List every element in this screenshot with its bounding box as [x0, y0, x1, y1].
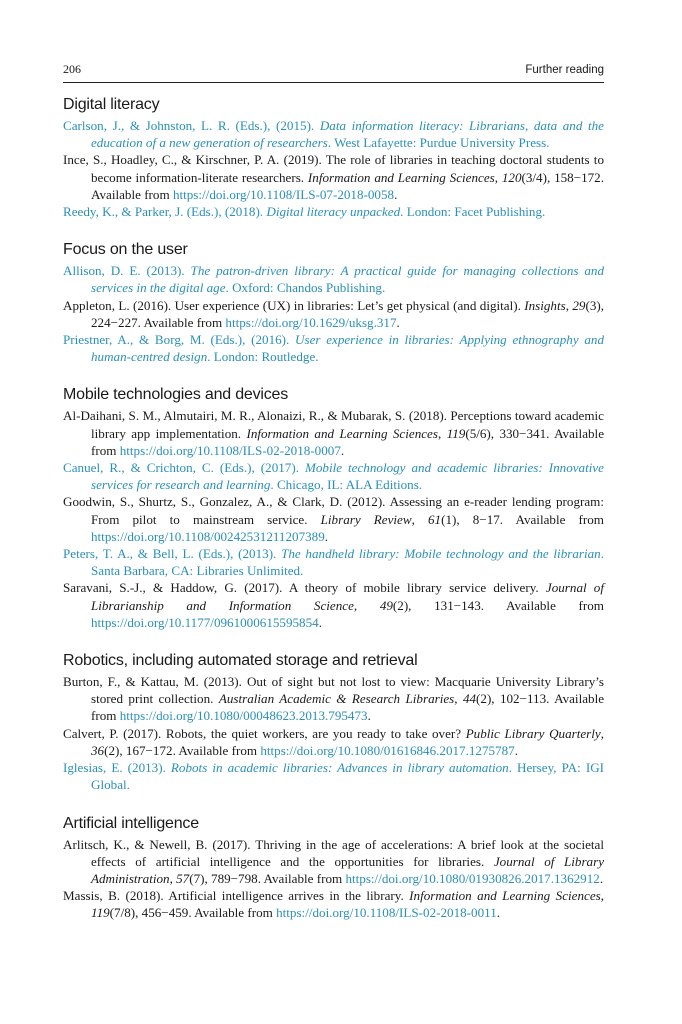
- reference-citation: Al-Daihani, S. M., Almutairi, M. R., Alonaizi, R., & Mubarak, S. (2018). Perceptions toward academic library app implementation.: [63, 408, 604, 441]
- reference-authors: Allison, D. E. (2013).: [63, 263, 191, 279]
- doi-link[interactable]: https://doi.org/10.1629/uksg.317: [225, 314, 397, 330]
- reference-volume: 36: [91, 742, 105, 758]
- reference-entry-link[interactable]: [63, 331, 604, 365]
- doi-link[interactable]: https://doi.org/10.1080/00048623.2013.795473: [119, 708, 368, 724]
- reference-volume: 29: [572, 297, 586, 313]
- reference-entry-link[interactable]: [63, 459, 604, 493]
- reference-end: .: [394, 186, 398, 202]
- section: [63, 385, 604, 631]
- reference-volume: 49: [379, 597, 393, 613]
- reference-citation: Arlitsch, K., & Newell, B. (2017). Thriving in the age of accelerations: A brief look at the societal effects of artificial intelligence and the opportunities for libraries.: [63, 836, 604, 869]
- reference-title: The handheld library: Mobile technology and the librarian: [281, 546, 601, 562]
- reference-end: .: [599, 870, 604, 886]
- reference-title: Robots in academic libraries: Advances in library automation: [170, 760, 509, 776]
- doi-link[interactable]: https://doi.org/10.1108/ILS-02-2018-0011: [276, 905, 497, 921]
- section: [63, 95, 604, 220]
- reference-citation: Appleton, L. (2016). User experience (UX) in libraries: Let’s get physical (and digital).: [63, 297, 525, 313]
- reference-entry-link[interactable]: [63, 117, 604, 151]
- reference-publisher: . Santa Barbara, CA: Libraries Unlimited.: [91, 546, 604, 579]
- reference-citation: Saravani, S.-J., & Haddow, G. (2017). A theory of mobile library service delivery.: [63, 580, 546, 596]
- doi-link[interactable]: https://doi.org/10.1108/ILS-02-2018-0007: [119, 442, 341, 458]
- reference-journal: Information and Learning Sciences: [409, 888, 601, 904]
- reference-volume: 61: [428, 511, 442, 527]
- reference-journal: Information and Learning Sciences: [246, 425, 438, 441]
- reference-entry: Appleton, L. (2016). User experience (UX) in libraries: Let’s get physical (and digital). Insights, 29(3), 224−227. Available from https://doi.org/10.1629/uksg.317.: [63, 297, 604, 330]
- reference-pages: (2), 167−172. Available from: [104, 742, 261, 758]
- doi-link[interactable]: https://doi.org/10.1080/01930826.2017.1362912: [345, 870, 600, 886]
- reference-journal: Journal of Library Administration: [91, 853, 604, 886]
- section-heading: Robotics, including automated storage and retrieval: [63, 652, 418, 670]
- reference-citation: Massis, B. (2018). Artificial intelligence arrives in the library.: [63, 888, 410, 904]
- section-heading: Artificial intelligence: [63, 814, 199, 832]
- reference-entry: Calvert, P. (2017). Robots, the quiet workers, are you ready to take over? Public Library Quarterly, 36(2), 167−172. Available from https://doi.org/10.1080/01616846.2017.1275787.: [63, 725, 605, 758]
- reference-entry: Saravani, S.-J., & Haddow, G. (2017). A theory of mobile library service delivery. Journal of Librarianship and Information Science, 49(2), 131−143. Available from https://doi.org/10.1177/0961000615595854.: [63, 580, 604, 630]
- reference-citation: Burton, F., & Kattau, M. (2013). Out of sight but not lost to view: Macquarie University Library’s stored print collection.: [63, 674, 604, 707]
- reference-pages: (2), 102−113. Available from: [91, 691, 605, 724]
- page-number: 206: [63, 62, 81, 76]
- reference-end: .: [496, 905, 501, 921]
- reference-journal: Insights: [524, 297, 566, 313]
- reference-entry: Burton, F., & Kattau, M. (2013). Out of sight but not lost to view: Macquarie University Library’s stored print collection. Australian Academic & Research Libraries, 44(2), 102−113. Available from https://doi.org/10.1080/00048623.2013.795473.: [63, 674, 605, 724]
- running-title: Further reading: [525, 64, 604, 76]
- reference-end: .: [367, 708, 371, 724]
- reference-journal: Journal of Librarianship and Information Science: [91, 580, 604, 613]
- reference-entry-link[interactable]: [63, 759, 604, 793]
- reference-title: User experience in libraries: Applying ethnography and human-centred design: [91, 332, 604, 365]
- section: [63, 814, 604, 922]
- doi-link[interactable]: https://doi.org/10.1108/ILS-07-2018-0058: [172, 186, 395, 202]
- reference-volume: 119: [91, 905, 110, 921]
- reference-volume: 119: [446, 425, 466, 441]
- reference-end: .: [340, 442, 345, 458]
- reference-volume: 57: [176, 870, 190, 886]
- reference-journal: Public Library Quarterly: [465, 725, 601, 741]
- reference-entry: Al-Daihani, S. M., Almutairi, M. R., Alonaizi, R., & Mubarak, S. (2018). Perceptions toward academic library app implementation. Information and Learning Sciences, 119(5/6), 330−341. Available from https://doi.org/10.1108/ILS-02-2018-0007.: [63, 408, 604, 458]
- reference-title: Digital literacy unpacked: [266, 204, 401, 220]
- reference-title: Mobile technology and academic libraries: Innovative services for research and learning: [91, 460, 604, 493]
- reference-entry-link[interactable]: [63, 545, 604, 579]
- reference-journal: Information and Learning Sciences: [307, 169, 495, 185]
- section: [63, 240, 604, 365]
- section-heading: Mobile technologies and devices: [63, 386, 289, 404]
- reference-pages: (1), 8−17. Available from: [441, 511, 604, 527]
- reference-authors: Carlson, J., & Johnston, L. R. (Eds.), (2015).: [63, 118, 320, 133]
- reference-title: Data information literacy: Librarians, data and the education of a new generation of researchers: [91, 118, 604, 151]
- reference-authors: Priestner, A., & Borg, M. (Eds.), (2016).: [63, 332, 296, 348]
- reference-publisher: . London: Routledge.: [207, 349, 319, 365]
- reference-pages: (3), 224−227. Available from: [91, 297, 604, 330]
- reference-journal: Library Review: [320, 511, 412, 527]
- reference-entry: Massis, B. (2018). Artificial intelligence arrives in the library. Information and Learning Sciences, 119(7/8), 456−459. Available from https://doi.org/10.1108/ILS-02-2018-0011.: [63, 888, 605, 921]
- reference-authors: Reedy, K., & Parker, J. (Eds.), (2018).: [63, 204, 267, 220]
- reference-title: The patron-driven library: A practical guide for managing collections and services in the digital age: [91, 263, 604, 296]
- page: [63, 62, 604, 922]
- reference-authors: Peters, T. A., & Bell, L. (Eds.), (2013).: [63, 546, 282, 562]
- reference-publisher: . London: Facet Publishing.: [400, 204, 546, 220]
- reference-entry-link[interactable]: [63, 203, 604, 220]
- reference-publisher: . Hersey, PA: IGI Global.: [91, 760, 605, 793]
- section: [63, 651, 604, 793]
- reference-pages: (2), 131−143. Available from: [392, 597, 604, 613]
- reference-pages: (5/6), 330−341. Available from: [91, 425, 604, 458]
- reference-end: .: [396, 314, 400, 330]
- reference-end: .: [324, 528, 329, 544]
- further-reading-sections: [63, 95, 604, 922]
- running-head: [63, 62, 604, 83]
- reference-entry: Arlitsch, K., & Newell, B. (2017). Thriving in the age of accelerations: A brief look at the societal effects of artificial intelligence and the opportunities for libraries. Journal of Library Administration, 57(7), 789−798. Available from https://doi.org/10.1080/01930826.2017.1362912.: [63, 836, 604, 886]
- reference-publisher: . Chicago, IL: ALA Editions.: [270, 477, 423, 493]
- reference-end: .: [514, 742, 518, 758]
- reference-entry-link[interactable]: [63, 262, 604, 296]
- reference-entry: Ince, S., Hoadley, C., & Kirschner, P. A. (2019). The role of libraries in teaching doctoral students to become information-literate researchers. Information and Learning Sciences, 120(3/4), 158−172. Available from https://doi.org/10.1108/ILS-07-2018-0058.: [63, 152, 605, 202]
- doi-link[interactable]: https://doi.org/10.1080/01616846.2017.1275787: [260, 742, 515, 758]
- reference-publisher: . West Lafayette: Purdue University Press.: [327, 135, 550, 151]
- reference-pages: (7), 789−798. Available from: [189, 870, 346, 886]
- reference-entry: Goodwin, S., Shurtz, S., Gonzalez, A., & Clark, D. (2012). Assessing an e-reader lending program: From pilot to mainstream service. Library Review, 61(1), 8−17. Available from https://doi.org/10.1108/00242531211207389.: [63, 494, 604, 544]
- doi-link[interactable]: https://doi.org/10.1108/00242531211207389: [91, 528, 325, 544]
- reference-end: .: [318, 614, 322, 630]
- reference-volume: 44: [462, 691, 477, 707]
- reference-pages: (7/8), 456−459. Available from: [109, 905, 277, 921]
- reference-pages: (3/4), 158−172. Available from: [91, 169, 605, 202]
- section-heading: Digital literacy: [63, 96, 160, 113]
- reference-publisher: . Oxford: Chandos Publishing.: [225, 280, 386, 296]
- reference-citation: Goodwin, S., Shurtz, S., Gonzalez, A., & Clark, D. (2012). Assessing an e-reader lending program: From pilot to mainstream service.: [63, 494, 604, 527]
- reference-authors: Iglesias, E. (2013).: [63, 760, 171, 776]
- reference-citation: Calvert, P. (2017). Robots, the quiet workers, are you ready to take over?: [63, 725, 466, 741]
- doi-link[interactable]: https://doi.org/10.1177/0961000615595854: [91, 614, 319, 630]
- reference-authors: Canuel, R., & Crichton, C. (Eds.), (2017).: [63, 460, 305, 476]
- reference-citation: Ince, S., Hoadley, C., & Kirschner, P. A. (2019). The role of libraries in teaching doctoral students to become information-literate researchers.: [63, 152, 604, 185]
- reference-journal: Australian Academic & Research Libraries: [218, 691, 455, 707]
- reference-volume: 120: [501, 169, 522, 185]
- section-heading: Focus on the user: [63, 241, 188, 259]
